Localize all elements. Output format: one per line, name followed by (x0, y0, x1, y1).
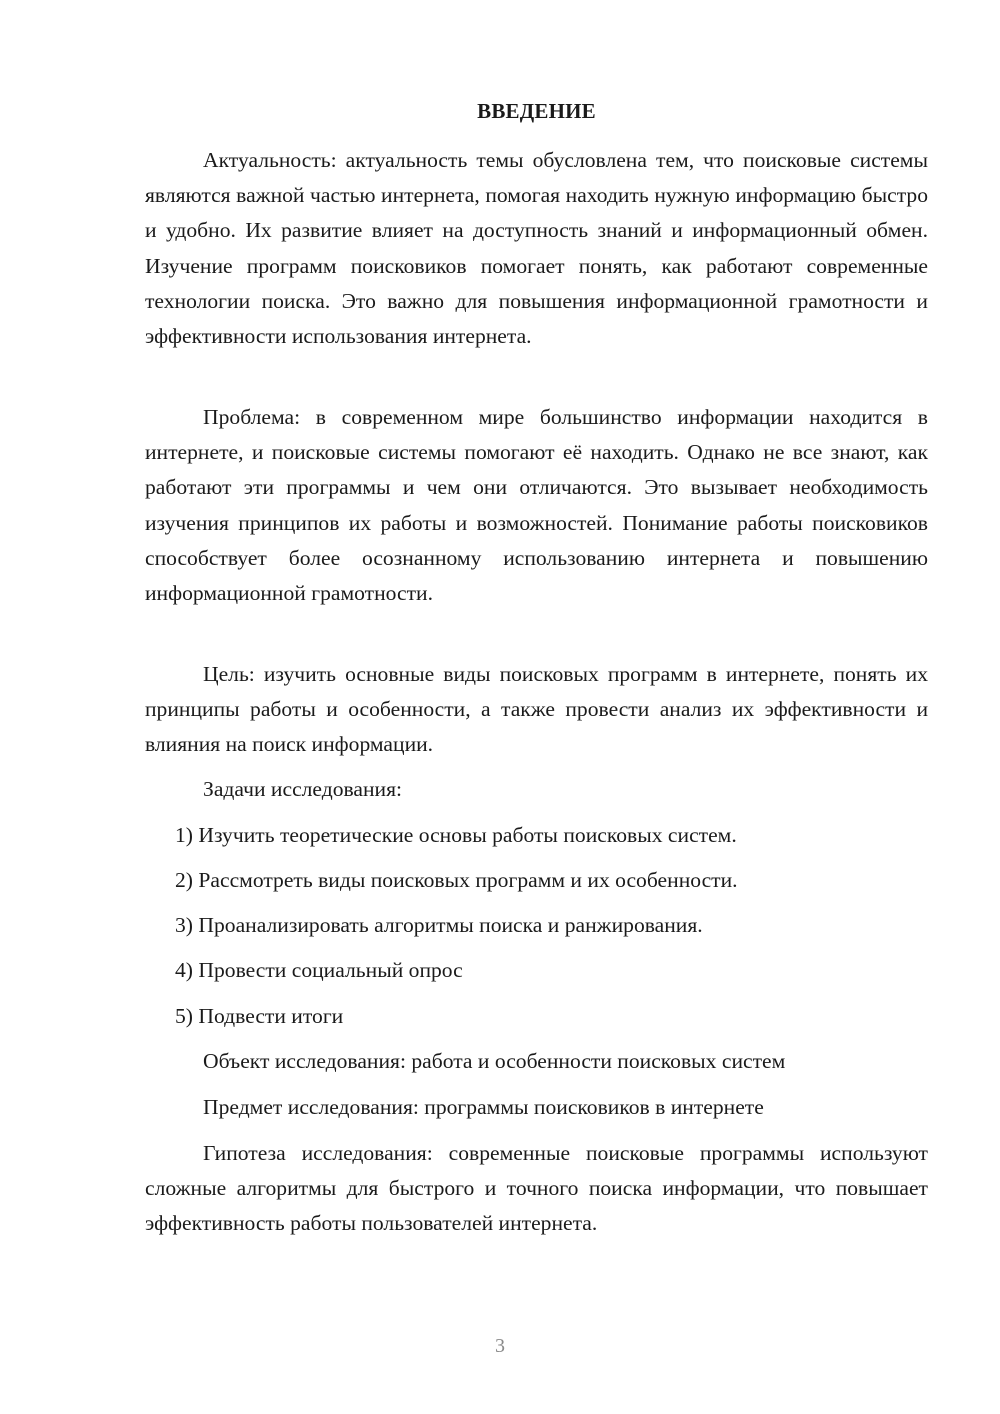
paragraph-problem: Проблема: в современном мире большинство информации находится в интернете, и поисковые системы помогают её находить. Однако не все знают, как работают эти программы и чем они отличаются. Это вызывает необходимость изучения принципов их работы и возможностей. Понимание работы поисковиков способствует более осознанному использованию интернета и повышению информационной грамотности. (145, 405, 928, 606)
task-item: 2) Рассмотреть виды поисковых программ и их особенности. (175, 868, 738, 892)
paragraph-object: Объект исследования: работа и особенности поисковых систем (203, 1049, 786, 1073)
task-item: 5) Подвести итоги (175, 1004, 344, 1028)
task-item: 4) Провести социальный опрос (175, 958, 463, 982)
paragraph-relevance: Актуальность: актуальность темы обусловлена тем, что поисковые системы являются важной частью интернета, помогая находить нужную информацию быстро и удобно. Их развитие влияет на доступность знаний и информационный обмен. Изучение программ поисковиков помогает понять, как работают современные технологии поиска. Это важно для повышения информационной грамотности и эффективности использования интернета. (145, 148, 928, 349)
paragraph-goal: Цель: изучить основные виды поисковых программ в интернете, понять их принципы работы и особенности, а также провести анализ их эффективности и влияния на поиск информации. (145, 662, 928, 757)
task-item: 1) Изучить теоретические основы работы поисковых систем. (175, 823, 737, 847)
paragraph-hypothesis: Гипотеза исследования: современные поисковые программы используют сложные алгоритмы для быстрого и точного поиска информации, что повышает эффективность работы пользователей интернета. (145, 1141, 928, 1236)
paragraph-subject: Предмет исследования: программы поисковиков в интернете (203, 1095, 764, 1119)
section-heading: ВВЕДЕНИЕ (477, 99, 596, 123)
tasks-heading: Задачи исследования: (203, 777, 403, 801)
page-number: 3 (495, 1335, 505, 1357)
task-item: 3) Проанализировать алгоритмы поиска и ранжирования. (175, 913, 703, 937)
